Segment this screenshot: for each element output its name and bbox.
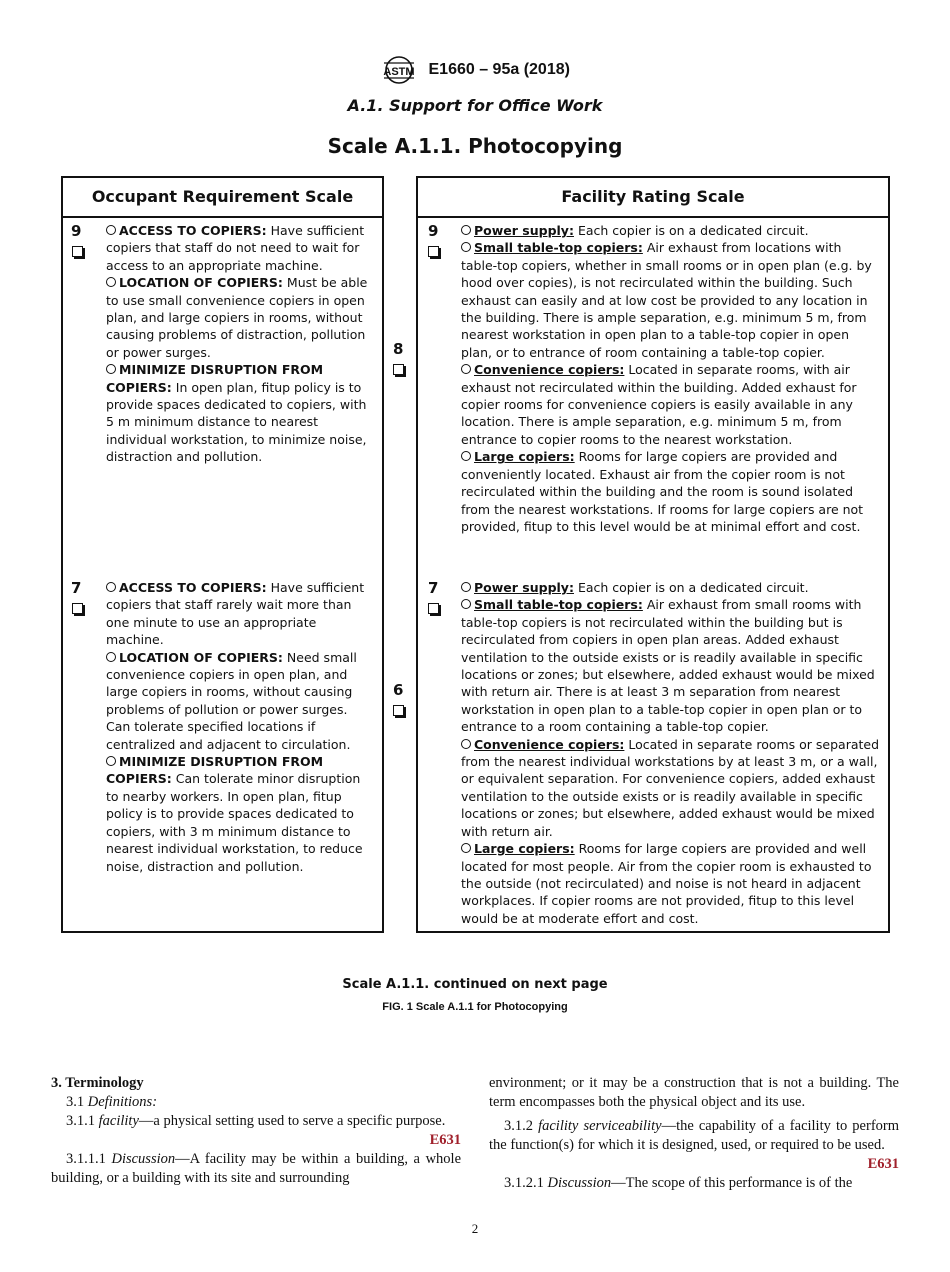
occupant-level-7-checkbox[interactable]	[72, 601, 83, 619]
circle-bullet-icon	[106, 652, 116, 662]
facility-level-7-checkbox[interactable]	[428, 601, 439, 619]
facility-level-9-checkbox[interactable]	[428, 244, 439, 262]
circle-bullet-icon	[461, 582, 471, 592]
occupant-level-7-text: ACCESS TO COPIERS: Have sufficient copiers that staff rarely wait more than one minute to use an appropriate machine. LOCATION OF COPIERS: Need small convenience copiers in open plan, and large copiers in rooms, without causing problems of pollution or power surges. Can tolerate specified locations if centralized and adjacent to circulation. MINIMIZE DISRUPTION FROM COPIERS: Can tolerate minor disruption to nearby workers. In open plan, fitup policy is to provide spaces dedicated to copiers, with 3 m minimum distance to nearest individual workstation, to reduce noise, distraction and pollution.	[106, 580, 365, 874]
circle-bullet-icon	[461, 843, 471, 853]
circle-bullet-icon	[106, 225, 116, 235]
astm-logo-icon	[380, 55, 418, 85]
reference-e631[interactable]: E631	[429, 1132, 461, 1148]
occupant-level-7-number: 7	[71, 579, 82, 597]
circle-bullet-icon	[106, 277, 116, 287]
circle-bullet-icon	[461, 225, 471, 235]
occupant-scale-heading: Occupant Requirement Scale	[63, 178, 382, 218]
annex-subtitle: A.1. Support for Office Work	[347, 96, 603, 115]
facility-level-7-number: 7	[428, 579, 439, 597]
level-8-checkbox[interactable]	[393, 362, 404, 380]
scale-title: Scale A.1.1. Photocopying	[327, 134, 623, 158]
left-text-column	[51, 1074, 461, 1188]
right-text-column	[489, 1074, 899, 1193]
svg-text:ASTM: ASTM	[383, 66, 415, 78]
facility-scale-heading: Facility Rating Scale	[418, 178, 888, 218]
document-header	[0, 55, 950, 85]
para-3-1: 3.1 Definitions:	[66, 1094, 158, 1110]
circle-bullet-icon	[106, 582, 116, 592]
level-6-number: 6	[393, 681, 404, 699]
circle-bullet-icon	[106, 364, 116, 374]
facility-level-9-number: 9	[428, 222, 439, 240]
reference-e631[interactable]: E631	[867, 1156, 899, 1172]
circle-bullet-icon	[106, 756, 116, 766]
circle-bullet-icon	[461, 364, 471, 374]
para-3-1-1: 3.1.1 facility—a physical setting used to serve a specific purpose. E631	[66, 1113, 461, 1148]
level-8-number: 8	[393, 340, 404, 358]
occupant-level-9-number: 9	[71, 222, 82, 240]
circle-bullet-icon	[461, 242, 471, 252]
figure-caption: FIG. 1 Scale A.1.1 for Photocopying	[382, 1001, 568, 1013]
occupant-level-9-text: ACCESS TO COPIERS: Have sufficient copiers that staff do not need to wait for access to an appropriate machine. LOCATION OF COPIERS: Must be able to use small convenience copiers in open plan, and large copiers in rooms, without causing problems of distraction, pollution or power surges. MINIMIZE DISRUPTION FROM COPIERS: In open plan, fitup policy is to provide spaces dedicated to copiers, with 5 m minimum distance to nearest individual workstation, to minimize noise, distraction and pollution.	[106, 223, 368, 465]
circle-bullet-icon	[461, 451, 471, 461]
occupant-level-9-checkbox[interactable]	[72, 244, 83, 262]
continued-note: Scale A.1.1. continued on next page	[342, 977, 608, 992]
circle-bullet-icon	[461, 599, 471, 609]
designation: E1660 – 95a (2018)	[428, 61, 570, 78]
facility-level-7-text: Power supply: Each copier is on a dedicated circuit. Small table-top copiers: Air exhaust from small rooms with table-top copiers is not recirculated within the building but is recirculated from copiers in open plan areas. Added exhaust ventilation to the outside exists or is readily available in specific locations or zones; but elsewhere, added exhaust would be mixed with return air. There is at least 3 m separation from nearest workstation in open plan to a table-top copier in open plan or to entrance to a room containing a table-top copier. Convenience copiers: Located in separate rooms or separated from the nearest individual workstations by at least 3 m, or a wall, or equivalent separation. For convenience copiers, added exhaust ventilation to the outside exists or is readily available in specific locations or zones; but elsewhere, added exhaust would be mixed with return air. Large copiers: Rooms for large copiers are provided and well located for most people. Air from the copier room is exhausted to the outside (not recirculated) and noise is not heard in adjacent workplaces. If copier rooms are not provided, fitup to this level would be at moderate effort and cost.	[461, 580, 880, 926]
section-heading: 3. Terminology	[51, 1075, 144, 1091]
para-3-1-1-1: 3.1.1.1 Discussion—A facility may be within a building, a whole building, or a building with its site and surrounding	[51, 1151, 462, 1186]
para-3-1-1-1-continued: environment; or it may be a construction that is not a building. The term encompasses both the physical object and its use.	[489, 1075, 899, 1110]
level-6-checkbox[interactable]	[393, 703, 404, 721]
circle-bullet-icon	[461, 739, 471, 749]
facility-level-9-text: Power supply: Each copier is on a dedicated circuit. Small table-top copiers: Air exhaust from locations with table-top copiers, whether in small rooms or in open plan (e.g. by hood over copies), is not recirculated within the building. Such exhaust can easily and at low cost be provided to any location in the building. There is ample separation, e.g. minimum 5 m, from nearest workstation in open plan to a table-top copier in open plan, or to entrance of room containing a table-top copier. Convenience copiers: Located in separate rooms, with air exhaust not recirculated within the building. Added exhaust for copier rooms for convenience copiers is easily available in any location. There is ample separation, e.g. minimum 5 m, from entrance to copier rooms to the nearest workstation. Large copiers: Rooms for large copiers are provided and conveniently located. Exhaust air from the copier room is not recirculated within the building and the room is sound isolated from the nearest workstations. If rooms for large copiers are not provided, fitup to this level would be at minimal effort and cost.	[461, 223, 872, 534]
page-number: 2	[471, 1221, 479, 1236]
para-3-1-2-1: 3.1.2.1 Discussion—The scope of this performance is of the	[504, 1175, 853, 1191]
para-3-1-2: 3.1.2 facility serviceability—the capability of a facility to perform the function(s) for which it is designed, used, or required to be used. E631	[489, 1118, 900, 1172]
